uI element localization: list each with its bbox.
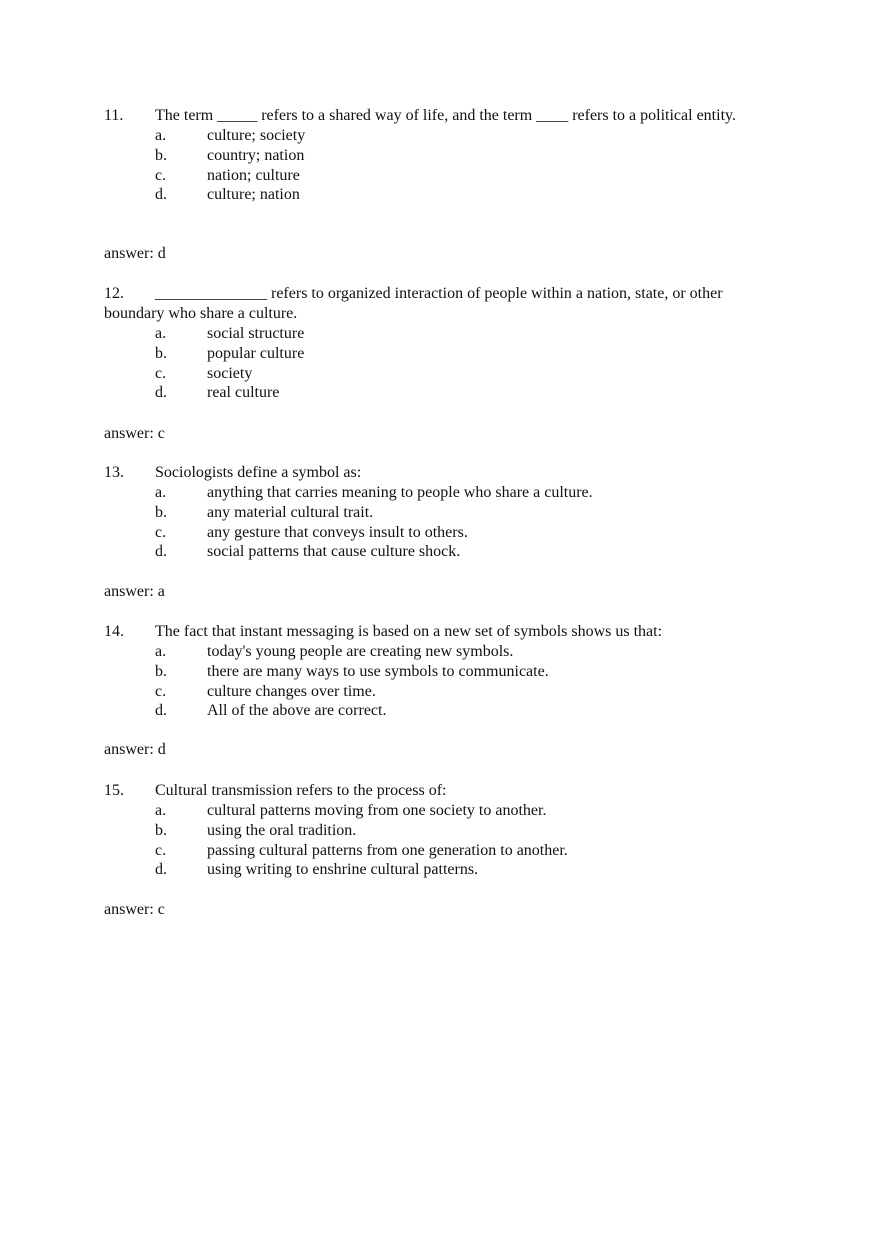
option-a [104, 483, 784, 503]
question-15 [104, 781, 784, 880]
option-b [104, 662, 784, 682]
question-text: The term _____ refers to a shared way of life, and the term ____ refers to a political entity. [155, 107, 736, 124]
option-text: culture; nation [207, 186, 300, 204]
option-text: using writing to enshrine cultural patterns. [207, 861, 479, 879]
answer-11: answer: d [104, 245, 166, 262]
option-text: All of the above are correct. [207, 702, 387, 720]
answer-14: answer: d [104, 741, 166, 758]
option-a [104, 801, 784, 821]
question-stem [104, 463, 784, 483]
question-number: 15. [104, 782, 124, 799]
option-letter: b. [155, 662, 167, 680]
option-b [104, 821, 784, 841]
option-text: any material cultural trait. [207, 503, 374, 521]
question-stem [104, 622, 784, 642]
question-number: 14. [104, 623, 124, 640]
option-list [104, 801, 784, 880]
option-letter: a. [155, 325, 167, 342]
option-list [104, 126, 784, 205]
option-b [104, 146, 784, 166]
option-text: cultural patterns moving from one society to another. [207, 802, 547, 819]
option-letter: a. [155, 643, 167, 660]
question-text: The fact that instant messaging is based on a new set of symbols shows us that: [155, 623, 663, 640]
option-list [104, 642, 784, 721]
option-letter: a. [155, 802, 167, 819]
option-letter: b. [155, 503, 167, 521]
option-letter: c. [155, 523, 167, 541]
option-text: society [207, 364, 253, 382]
option-letter: c. [155, 364, 167, 382]
option-letter: d. [155, 702, 167, 720]
option-d [104, 383, 784, 403]
option-a [104, 324, 784, 344]
question-stem [104, 106, 784, 126]
option-c [104, 841, 784, 861]
option-text: using the oral tradition. [207, 821, 357, 839]
option-b [104, 344, 784, 364]
option-d [104, 860, 784, 880]
option-c [104, 166, 784, 186]
option-text: today's young people are creating new symbols. [207, 643, 514, 660]
option-letter: c. [155, 166, 167, 184]
option-text: there are many ways to use symbols to communicate. [207, 662, 549, 680]
option-list [104, 324, 784, 403]
answer-15: answer: c [104, 901, 165, 918]
option-text: nation; culture [207, 166, 300, 184]
question-text: ______________ refers to organized interaction of people within a nation, state, or other boundary who share a culture. [104, 285, 723, 322]
option-list [104, 483, 784, 562]
question-12 [104, 284, 784, 403]
option-letter: d. [155, 543, 167, 561]
option-d [104, 542, 784, 562]
question-number: 12. [104, 285, 124, 302]
option-letter: d. [155, 384, 167, 402]
question-stem [104, 781, 784, 801]
option-text: culture changes over time. [207, 682, 376, 700]
question-11 [104, 106, 784, 205]
option-letter: a. [155, 484, 167, 501]
question-13 [104, 463, 784, 562]
option-text: anything that carries meaning to people who share a culture. [207, 484, 593, 501]
answer-13: answer: a [104, 583, 165, 600]
option-letter: b. [155, 344, 167, 362]
option-c [104, 523, 784, 543]
option-letter: d. [155, 861, 167, 879]
option-c [104, 682, 784, 702]
option-d [104, 701, 784, 721]
question-14 [104, 622, 784, 721]
option-c [104, 364, 784, 384]
question-number: 13. [104, 464, 124, 481]
option-text: social structure [207, 325, 305, 342]
option-letter: b. [155, 821, 167, 839]
option-text: real culture [207, 384, 280, 402]
option-letter: d. [155, 186, 167, 204]
question-stem [104, 284, 784, 324]
option-text: popular culture [207, 344, 305, 362]
option-d [104, 185, 784, 205]
option-letter: b. [155, 146, 167, 164]
option-text: social patterns that cause culture shock. [207, 543, 461, 561]
option-text: passing cultural patterns from one generation to another. [207, 841, 568, 859]
option-a [104, 642, 784, 662]
option-text: culture; society [207, 127, 306, 144]
option-text: country; nation [207, 146, 305, 164]
question-text: Cultural transmission refers to the process of: [155, 782, 447, 799]
option-letter: c. [155, 841, 167, 859]
question-text: Sociologists define a symbol as: [155, 464, 362, 481]
option-letter: c. [155, 682, 167, 700]
question-number: 11. [104, 107, 124, 124]
option-b [104, 503, 784, 523]
option-letter: a. [155, 127, 167, 144]
answer-12: answer: c [104, 425, 165, 442]
option-text: any gesture that conveys insult to others. [207, 523, 468, 541]
option-a [104, 126, 784, 146]
